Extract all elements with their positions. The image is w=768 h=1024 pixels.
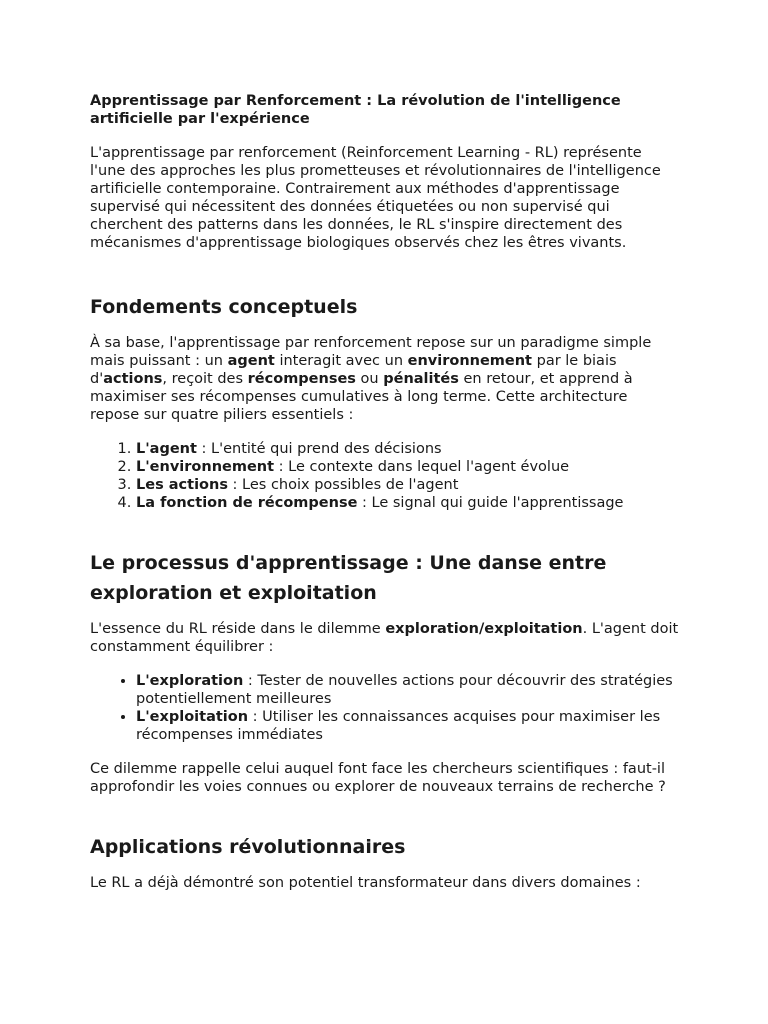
bold-term: agent: [227, 353, 275, 369]
list-term: L'agent: [136, 441, 197, 457]
text-fragment: interagit avec un: [274, 353, 408, 369]
list-term: Les actions: [136, 477, 228, 493]
text-fragment: À sa base, l'apprentissage par renforcement repose sur un paradigme simple mais puissant : un: [90, 335, 652, 369]
bold-term: pénalités: [383, 371, 459, 387]
list-item: [136, 672, 686, 708]
list-item: [136, 708, 686, 744]
text-fragment: ou: [355, 371, 384, 387]
list-item: [136, 458, 686, 476]
piliers-ordered-list: [90, 440, 686, 512]
fondements-paragraph: [90, 334, 680, 424]
processus-paragraph: [90, 620, 680, 656]
list-item: [136, 494, 686, 512]
list-desc: : Le signal qui guide l'apprentissage: [357, 495, 624, 511]
applications-paragraph: Le RL a déjà démontré son potentiel transformateur dans divers domaines :: [90, 875, 641, 891]
section-heading-processus: Le processus d'apprentissage : Une danse entre exploration et exploitation: [90, 552, 607, 604]
bold-term: récompenses: [247, 371, 356, 387]
text-fragment: , reçoit des: [162, 371, 248, 387]
bold-term: actions: [103, 371, 163, 387]
list-term: La fonction de récompense: [136, 495, 358, 511]
list-desc: : Le contexte dans lequel l'agent évolue: [274, 459, 570, 475]
list-item: [136, 476, 686, 494]
bold-term: exploration/exploitation: [385, 621, 583, 637]
bold-term: environnement: [407, 353, 532, 369]
intro-paragraph: L'apprentissage par renforcement (Reinforcement Learning - RL) représente l'une des approches les plus prometteuses et révolutionnaires de l'intelligence artificielle contemporaine. Contrairement aux méthodes d'apprentissage supervisé qui nécessitent des données étiquetées ou non supervisé qui cherchent des patterns dans les données, le RL s'inspire directement des mécanismes d'apprentissage biologiques observés chez les êtres vivants.: [90, 145, 661, 251]
list-desc: : L'entité qui prend des décisions: [196, 441, 442, 457]
list-desc: : Les choix possibles de l'agent: [227, 477, 459, 493]
document-title: Apprentissage par Renforcement : La révolution de l'intelligence artificielle par l'expérience: [90, 93, 621, 127]
list-term: L'exploitation: [136, 709, 249, 725]
list-desc: : Tester de nouvelles actions pour découvrir des stratégies potentiellement meilleures: [136, 673, 673, 707]
section-heading-applications: Applications révolutionnaires: [90, 836, 406, 858]
text-fragment: en retour, et apprend à maximiser ses récompenses cumulatives à long terme. Cette architecture repose sur quatre piliers essentiels :: [90, 371, 633, 423]
section-heading-fondements: Fondements conceptuels: [90, 296, 358, 318]
dilemme-bullet-list: [90, 672, 686, 744]
text-fragment: . L'agent doit constamment équilibrer :: [90, 621, 679, 655]
list-term: L'environnement: [136, 459, 275, 475]
text-fragment: par le biais d': [90, 353, 617, 387]
list-term: L'exploration: [136, 673, 244, 689]
list-desc: : Utiliser les connaissances acquises pour maximiser les récompenses immédiates: [136, 709, 661, 743]
list-item: [136, 440, 686, 458]
dilemme-closing-paragraph: Ce dilemme rappelle celui auquel font face les chercheurs scientifiques : faut-il approfondir les voies connues ou explorer de nouveaux terrains de recherche ?: [90, 761, 666, 795]
text-fragment: L'essence du RL réside dans le dilemme: [90, 621, 386, 637]
